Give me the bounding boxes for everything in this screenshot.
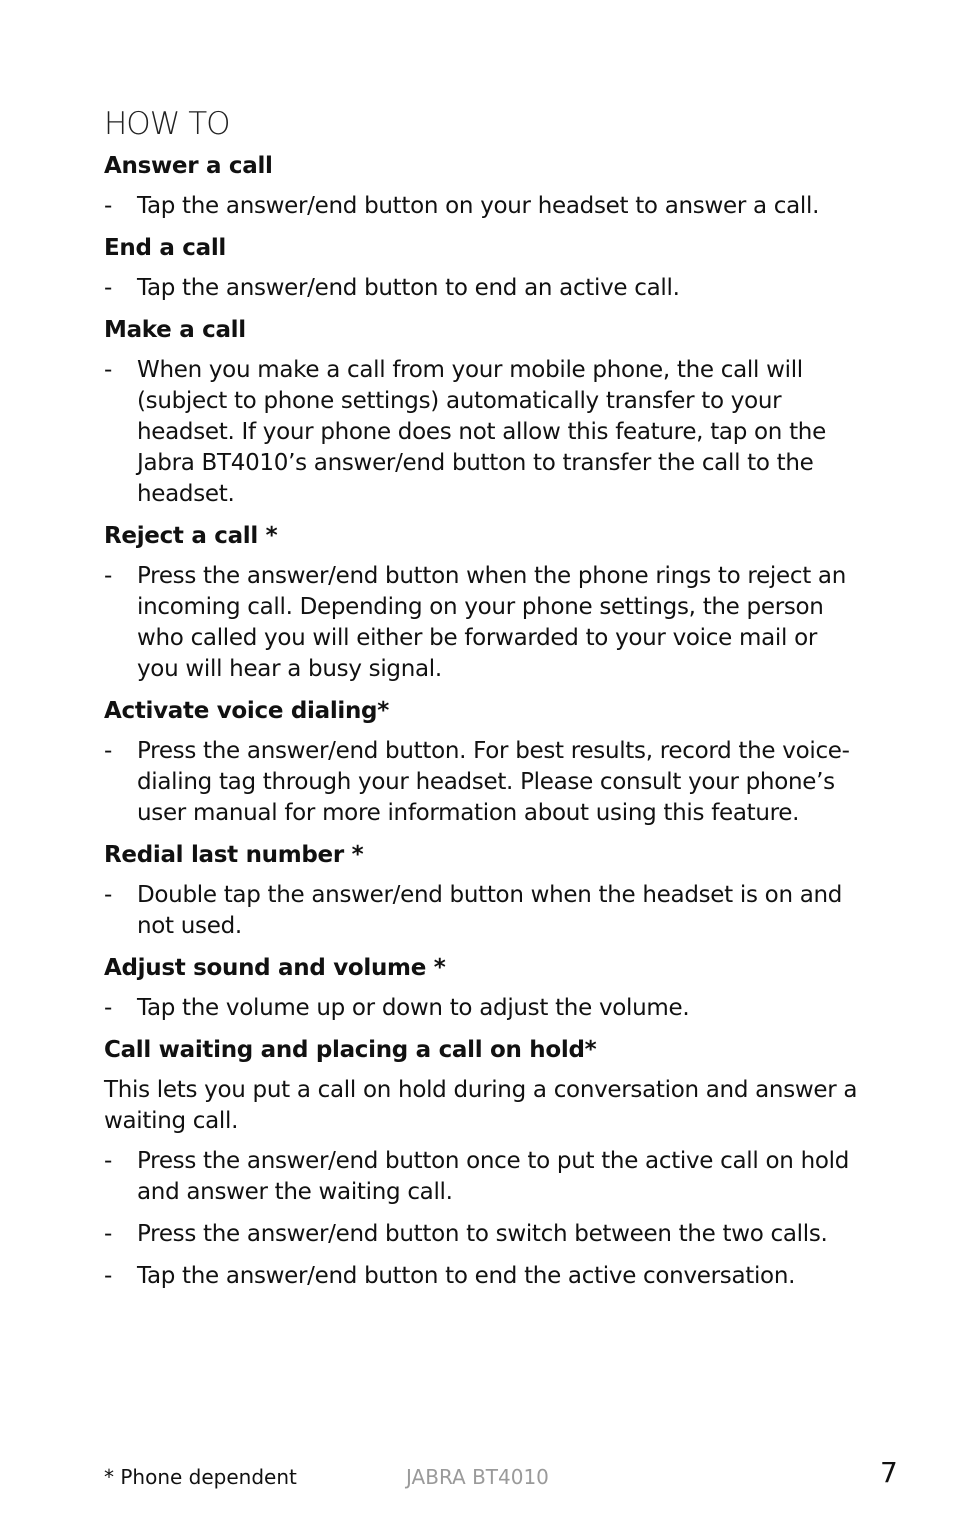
page-number: 7	[880, 1456, 898, 1489]
bullet-dash: -	[104, 275, 112, 301]
bullet-text: Press the answer/end button. For best results, record the voice-dialing tag through your headset. Please consult your phone’s user manual for more information about using this feature.	[137, 738, 850, 826]
bullet-text: Press the answer/end button to switch between the two calls.	[137, 1221, 828, 1247]
list-item	[104, 1219, 864, 1250]
list-item	[104, 736, 864, 829]
section-heading-activate-voice-dialing: Activate voice dialing*	[104, 698, 389, 724]
bullet-dash: -	[104, 563, 112, 589]
list-item	[104, 993, 864, 1024]
section-heading-reject-a-call: Reject a call *	[104, 523, 278, 549]
bullet-dash: -	[104, 738, 112, 764]
page-title: HOW TO	[104, 106, 230, 142]
section-heading-redial-last-number: Redial last number *	[104, 842, 364, 868]
footer-note: * Phone dependent	[104, 1465, 297, 1489]
bullet-dash: -	[104, 1263, 112, 1289]
list-item	[104, 880, 864, 942]
bullet-text: When you make a call from your mobile phone, the call will (subject to phone settings) automatically transfer to your headset. If your phone does not allow this feature, tap on the Jabra BT4010’s answer/end button to transfer the call to the headset.	[137, 357, 826, 507]
bullet-dash: -	[104, 193, 112, 219]
bullet-text: Double tap the answer/end button when the headset is on and not used.	[137, 882, 843, 939]
section-heading-end-a-call: End a call	[104, 235, 227, 261]
bullet-text: Tap the answer/end button to end an active call.	[137, 275, 680, 301]
instructions-content	[104, 151, 864, 1303]
list-item	[104, 273, 864, 304]
section-heading-adjust-sound-and-volume: Adjust sound and volume *	[104, 955, 446, 981]
list-item	[104, 561, 864, 685]
bullet-dash: -	[104, 1221, 112, 1247]
bullet-text: Press the answer/end button once to put the active call on hold and answer the waiting call.	[137, 1148, 850, 1205]
bullet-text: Tap the volume up or down to adjust the volume.	[137, 995, 690, 1021]
bullet-text: Press the answer/end button when the phone rings to reject an incoming call. Depending on your phone settings, the person who called you will either be forwarded to your voice mail or you will hear a busy signal.	[137, 563, 847, 682]
section-heading-answer-a-call: Answer a call	[104, 153, 273, 179]
bullet-text: Tap the answer/end button on your headset to answer a call.	[137, 193, 820, 219]
list-item	[104, 1261, 864, 1292]
list-item	[104, 191, 864, 222]
section-heading-make-a-call: Make a call	[104, 317, 246, 343]
section-intro-paragraph: This lets you put a call on hold during a conversation and answer a waiting call.	[104, 1077, 858, 1134]
bullet-dash: -	[104, 995, 112, 1021]
section-heading-call-waiting: Call waiting and placing a call on hold*	[104, 1037, 597, 1063]
footer-brand: JABRA BT4010	[406, 1465, 549, 1489]
list-item	[104, 355, 864, 510]
list-item	[104, 1146, 864, 1208]
bullet-dash: -	[104, 357, 112, 383]
bullet-dash: -	[104, 1148, 112, 1174]
bullet-text: Tap the answer/end button to end the active conversation.	[137, 1263, 796, 1289]
bullet-dash: -	[104, 882, 112, 908]
